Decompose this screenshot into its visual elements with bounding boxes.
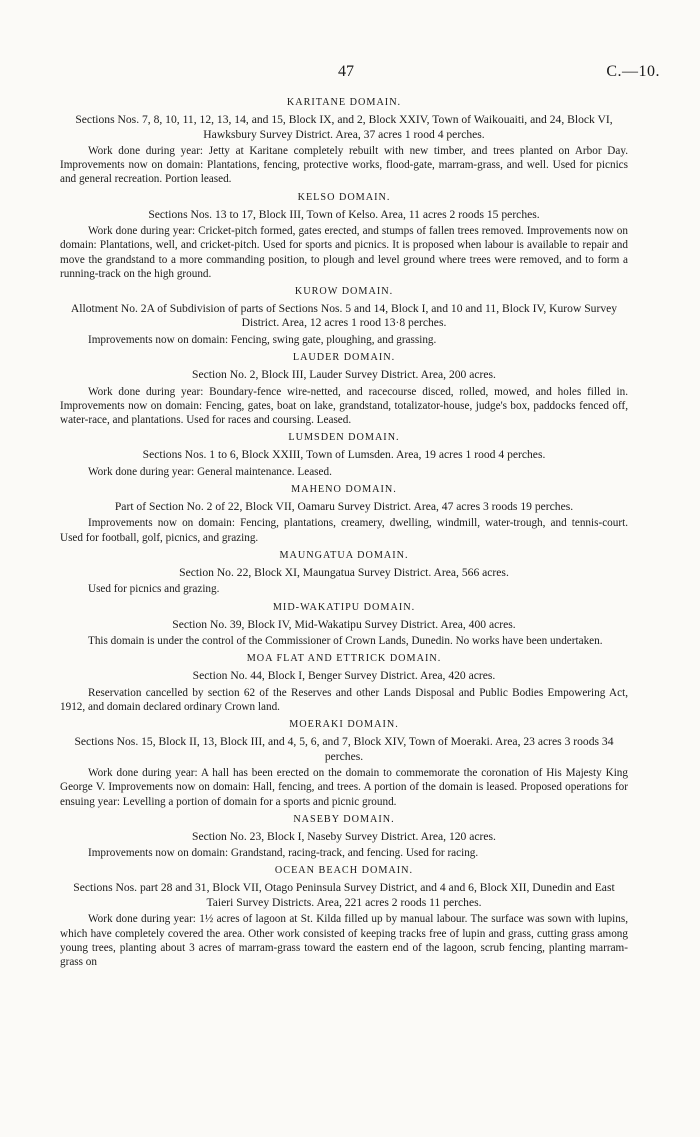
- domain-section-lauder: [60, 351, 628, 427]
- section-description: Section No. 22, Block XI, Maungatua Survey District. Area, 566 acres.: [179, 565, 509, 579]
- section-description: Sections Nos. 13 to 17, Block III, Town of Kelso. Area, 11 acres 2 roods 15 perches.: [148, 207, 540, 221]
- section-description: Section No. 44, Block I, Benger Survey District. Area, 420 acres.: [192, 669, 496, 683]
- section-paragraph: Work done during year: Cricket-pitch formed, gates erected, and stumps of fallen trees removed. Improvements now on domain: Plantations, well, and cricket-pitch. Used for sports and picnics. It is proposed when labour is available to repair and move the grandstand to a more commanding position, to plough and level ground where trees were removed, and to form a running-track on the high ground.: [60, 225, 628, 280]
- section-title: LAUDER DOMAIN.: [292, 352, 396, 364]
- section-description: Part of Section No. 2 of 22, Block VII, Oamaru Survey District. Area, 47 acres 3 roods 19 perches.: [114, 499, 574, 513]
- section-paragraph: Reservation cancelled by section 62 of the Reserves and other Lands Disposal and Public Bodies Empowering Act, 1912, and domain declared ordinary Crown land.: [60, 686, 628, 713]
- section-title: OCEAN BEACH DOMAIN.: [274, 865, 414, 877]
- section-paragraph: This domain is under the control of the Commissioner of Crown Lands, Dunedin. No works have been undertaken.: [88, 635, 603, 648]
- section-paragraph: Work done during year: Jetty at Karitane completely rebuilt with new timber, and trees planted on Arbor Day. Improvements now on domain: Plantations, fencing, protective works, flood-gate, marram-grass, and well. Used for picnics and general recreation. Portion leased.: [60, 145, 628, 186]
- section-description: Section No. 39, Block IV, Mid-Wakatipu Survey District. Area, 400 acres.: [172, 617, 516, 631]
- section-title: KARITANE DOMAIN.: [286, 97, 402, 108]
- section-title: MID-WAKATIPU DOMAIN.: [272, 601, 416, 613]
- section-title: LUMSDEN DOMAIN.: [288, 432, 400, 444]
- section-description: Sections Nos. 15, Block II, 13, Block III, and 4, 5, 6, and 7, Block XIV, Town of Moeraki. Area, 23 acres 3 roods 34 perches.: [74, 735, 614, 763]
- domain-section-maungatua: [60, 549, 628, 597]
- document-reference: C.—10.: [606, 63, 660, 80]
- domain-section-moa-flat: [60, 652, 628, 714]
- section-description: Section No. 2, Block III, Lauder Survey District. Area, 200 acres.: [192, 368, 496, 382]
- section-title: NASEBY DOMAIN.: [293, 813, 395, 825]
- page-header: [0, 63, 700, 87]
- section-paragraph: Used for picnics and grazing.: [88, 583, 220, 596]
- section-paragraph: Work done during year: 1½ acres of lagoon at St. Kilda filled up by manual labour. The surface was sown with lupins, which have completely covered the area. Other work consisted of keeping tracks free of lupin and grass, cutting grass among young trees, planting about 3 acres of marram-grass toward the eastern end of the lagoon, scrub fencing, planting marram-grass on: [60, 913, 628, 969]
- section-title: MOERAKI DOMAIN.: [289, 719, 399, 731]
- domain-section-lumsden: [60, 431, 628, 479]
- domain-section-kelso: [60, 191, 628, 281]
- section-description: Section No. 23, Block I, Naseby Survey District. Area, 120 acres.: [192, 829, 496, 843]
- section-title: KELSO DOMAIN.: [297, 191, 391, 203]
- section-paragraph: Improvements now on domain: Grandstand, racing-track, and fencing. Used for racing.: [88, 847, 479, 860]
- section-paragraph: Improvements now on domain: Fencing, swing gate, ploughing, and grassing.: [88, 333, 437, 346]
- domain-section-karitane: [60, 96, 628, 187]
- section-paragraph: Improvements now on domain: Fencing, plantations, creamery, dwelling, windmill, water-trough, and tennis-court. Used for football, golf, picnics, and grazing.: [60, 517, 628, 544]
- section-description: Sections Nos. part 28 and 31, Block VII, Otago Peninsula Survey District, and 4 and 6, Block XII, Dunedin and East Taieri Survey Districts. Area, 221 acres 2 roods 11 perches.: [73, 881, 615, 909]
- domain-section-mid-wakatipu: [60, 601, 628, 649]
- section-title: MOA FLAT AND ETTRICK DOMAIN.: [246, 653, 442, 665]
- domain-section-maheno: [60, 483, 628, 545]
- section-paragraph: Work done during year: Boundary-fence wire-netted, and racecourse disced, rolled, mowed, and holes filled in. Improvements now on domain: Fencing, gates, boat on lake, grandstand, totalizator-house, judge's box, paddocks fenced off, water-race, and plantations. Used for races and coursing. Leased.: [60, 385, 628, 427]
- section-title: KUROW DOMAIN.: [294, 285, 394, 297]
- domain-section-moeraki: [60, 718, 628, 809]
- section-description: Sections Nos. 1 to 6, Block XXIII, Town of Lumsden. Area, 19 acres 1 rood 4 perches.: [142, 448, 546, 462]
- domain-section-ocean-beach: [60, 864, 628, 969]
- domain-section-naseby: [60, 813, 628, 861]
- page-number: 47: [338, 63, 354, 80]
- section-paragraph: Work done during year: General maintenance. Leased.: [88, 465, 332, 478]
- section-description: Allotment No. 2A of Subdivision of parts of Sections Nos. 5 and 14, Block I, and 10 and 11, Block IV, Kurow Survey District. Area, 12 acres 1 rood 13·8 perches.: [70, 301, 618, 330]
- section-description: Sections Nos. 7, 8, 10, 11, 12, 13, 14, and 15, Block IX, and 2, Block XXIV, Town of Waikouaiti, and 24, Block VI, Hawksbury Survey District. Area, 37 acres 1 rood 4 perches.: [75, 113, 613, 141]
- domain-section-kurow: [60, 285, 628, 347]
- page-body: [60, 96, 628, 973]
- section-paragraph: Work done during year: A hall has been erected on the domain to commemorate the coronation of His Majesty King George V. Improvements now on domain: Hall, fencing, and trees. A portion of the domain is leased. Proposed operations for ensuing year: Levelling a portion of domain for a sports and picnic ground.: [60, 767, 628, 808]
- section-title: MAHENO DOMAIN.: [291, 483, 397, 495]
- section-title: MAUNGATUA DOMAIN.: [279, 549, 409, 561]
